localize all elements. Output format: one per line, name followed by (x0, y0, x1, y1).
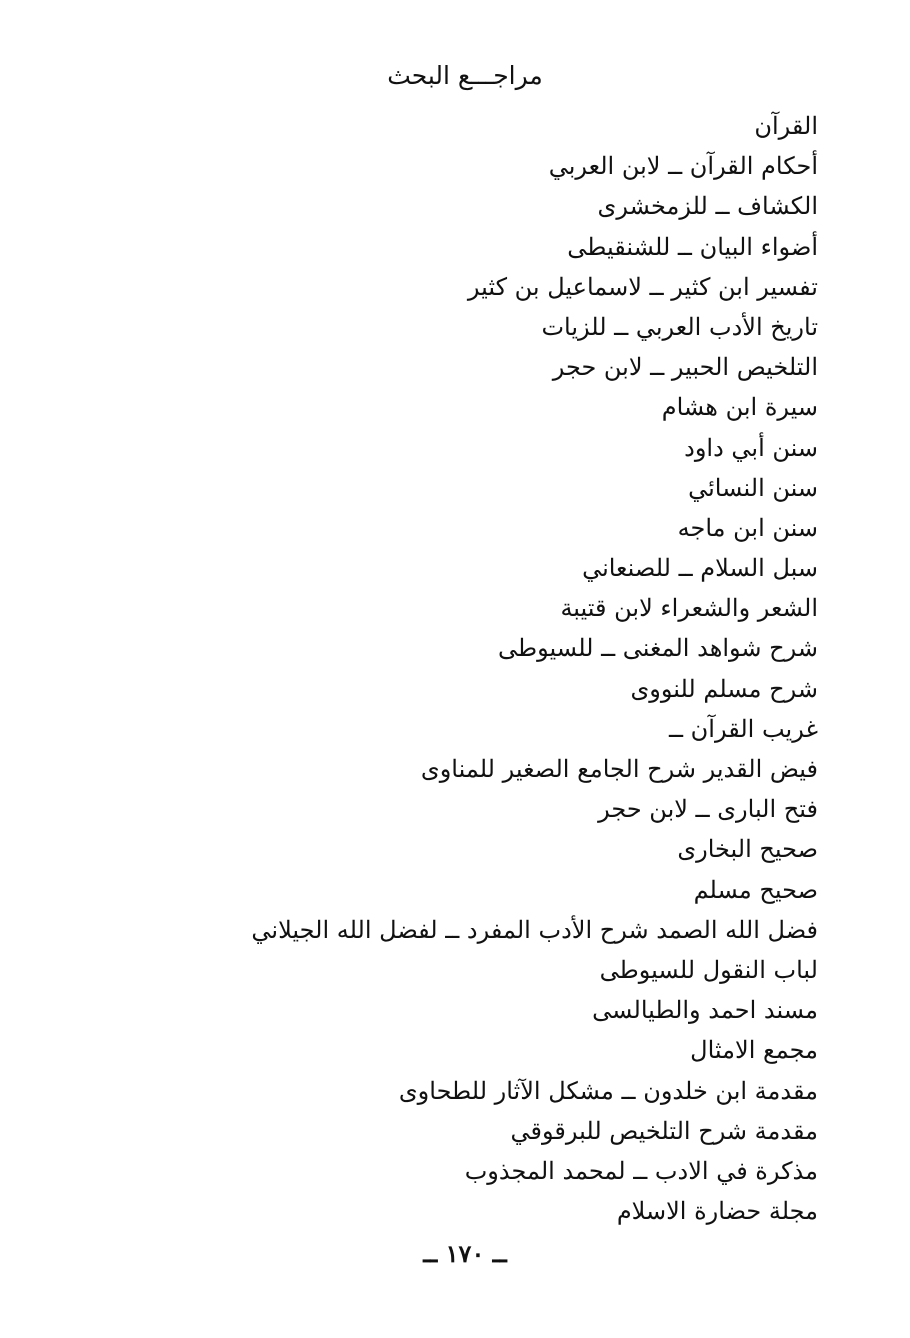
reference-item: الشعر والشعراء لابن قتيبة (560, 594, 818, 623)
reference-item: صحيح البخارى (677, 835, 818, 864)
page-title: مراجـــع البحث (387, 61, 543, 90)
reference-item: سيرة ابن هشام (661, 393, 818, 422)
reference-item: مسند احمد والطيالسى (592, 996, 818, 1025)
reference-item: الكشاف ــ للزمخشرى (597, 192, 818, 221)
reference-item: سنن النسائي (688, 473, 818, 502)
reference-item: أحكام القرآن ــ لابن العربي (548, 152, 818, 181)
reference-item: غريب القرآن ــ (668, 714, 818, 743)
reference-item: فتح البارى ــ لابن حجر (598, 795, 818, 824)
reference-item: مجلة حضارة الاسلام (616, 1197, 818, 1226)
reference-item: سنن ابن ماجه (677, 513, 818, 542)
reference-item: سنن أبي داود (684, 433, 818, 462)
reference-item: لباب النقول للسيوطى (599, 955, 818, 984)
reference-item: التلخيص الحبير ــ لابن حجر (552, 353, 818, 382)
reference-item: سبل السلام ــ للصنعاني (582, 554, 818, 583)
reference-item: فيض القدير شرح الجامع الصغير للمناوى (420, 755, 818, 783)
reference-item: مجمع الامثال (690, 1036, 818, 1065)
reference-item: تاريخ الأدب العربي ــ للزيات (541, 312, 818, 341)
reference-item: مقدمة شرح التلخيص للبرقوقي (510, 1116, 818, 1145)
references-list (251, 106, 818, 1231)
reference-item: تفسير ابن كثير ــ لاسماعيل بن كثير (467, 272, 818, 301)
reference-item: مقدمة ابن خلدون ــ مشكل الآثار للطحاوى (398, 1076, 818, 1105)
reference-item: شرح مسلم للنووى (630, 674, 818, 703)
reference-item: القرآن (754, 112, 818, 140)
reference-item: فضل الله الصمد شرح الأدب المفرد ــ لفضل الله الجيلاني (251, 915, 818, 944)
reference-item: أضواء البيان ــ للشنقيطى (567, 232, 818, 261)
reference-item: صحيح مسلم (693, 875, 818, 904)
reference-item: مذكرة في الادب ــ لمحمد المجذوب (464, 1156, 818, 1185)
page-number: ــ ١٧٠ ــ (423, 1239, 507, 1268)
reference-item: شرح شواهد المغنى ــ للسيوطى (498, 634, 818, 663)
